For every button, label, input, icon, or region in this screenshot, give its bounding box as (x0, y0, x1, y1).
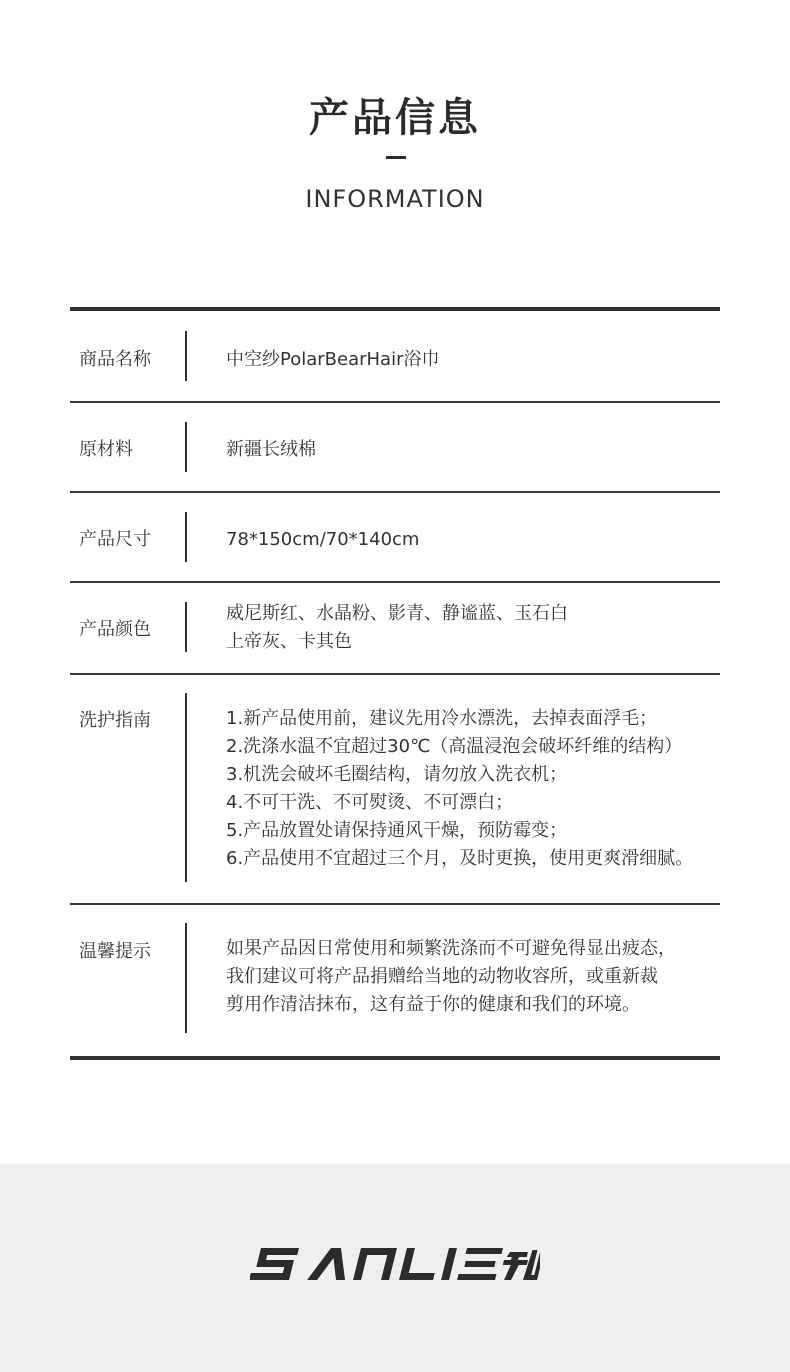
row-label: 商品名称 (79, 349, 151, 370)
row-divider (185, 331, 187, 381)
row-divider (185, 422, 187, 472)
row-divider (185, 693, 187, 882)
footer (0, 1164, 790, 1372)
title-divider (386, 156, 406, 159)
row-value-line: 如果产品因日常使用和频繁洗涤而不可避免得显出疲态， (226, 938, 676, 959)
row-value-line: 上帝灰、卡其色 (226, 631, 352, 652)
page-title: 产品信息 (309, 95, 481, 141)
brand-logo (0, 1244, 790, 1288)
row-label: 原材料 (79, 439, 133, 460)
row-value-line: 3.机洗会破坏毛圈结构，请勿放入洗衣机； (226, 764, 568, 785)
row-divider (185, 923, 187, 1033)
row-value: 78*150cm/70*140cm (226, 529, 420, 550)
row-value-line: 威尼斯红、水晶粉、影青、静谧蓝、玉石白 (226, 603, 568, 624)
row-value-line: 5.产品放置处请保持通风干燥，预防霉变； (226, 820, 568, 841)
table-bottom-rule (70, 1056, 720, 1060)
row-value-line: 2.洗涤水温不宜超过30℃（高温浸泡会破坏纤维的结构） (226, 736, 683, 757)
row-value-line: 4.不可干洗、不可熨烫、不可漂白； (226, 792, 514, 813)
row-label: 洗护指南 (79, 710, 151, 731)
table-row-colors (70, 583, 720, 673)
table-row-tips (70, 905, 720, 1056)
row-value-line: 我们建议可将产品捐赠给当地的动物收容所，或重新裁 (226, 966, 658, 987)
row-value: 新疆长绒棉 (226, 439, 316, 460)
info-table (70, 307, 720, 1060)
row-value-line: 剪用作清洁抹布，这有益于你的健康和我们的环境。 (226, 994, 640, 1015)
table-row-material (70, 403, 720, 491)
table-row-size (70, 493, 720, 581)
page-subtitle: INFORMATION (305, 185, 485, 213)
row-divider (185, 602, 187, 652)
row-value-line: 6.产品使用不宜超过三个月，及时更换，使用更爽滑细腻。 (226, 848, 694, 869)
row-label: 产品颜色 (79, 619, 151, 640)
table-row-care-guide (70, 675, 720, 903)
row-value: 中空纱PolarBearHair浴巾 (226, 349, 440, 370)
row-label: 温馨提示 (79, 941, 151, 962)
row-label: 产品尺寸 (79, 529, 151, 550)
table-row-product-name (70, 311, 720, 401)
row-value-line: 1.新产品使用前，建议先用冷水漂洗，去掉表面浮毛； (226, 708, 658, 729)
row-divider (185, 512, 187, 562)
sanli-logo-icon (250, 1244, 540, 1284)
